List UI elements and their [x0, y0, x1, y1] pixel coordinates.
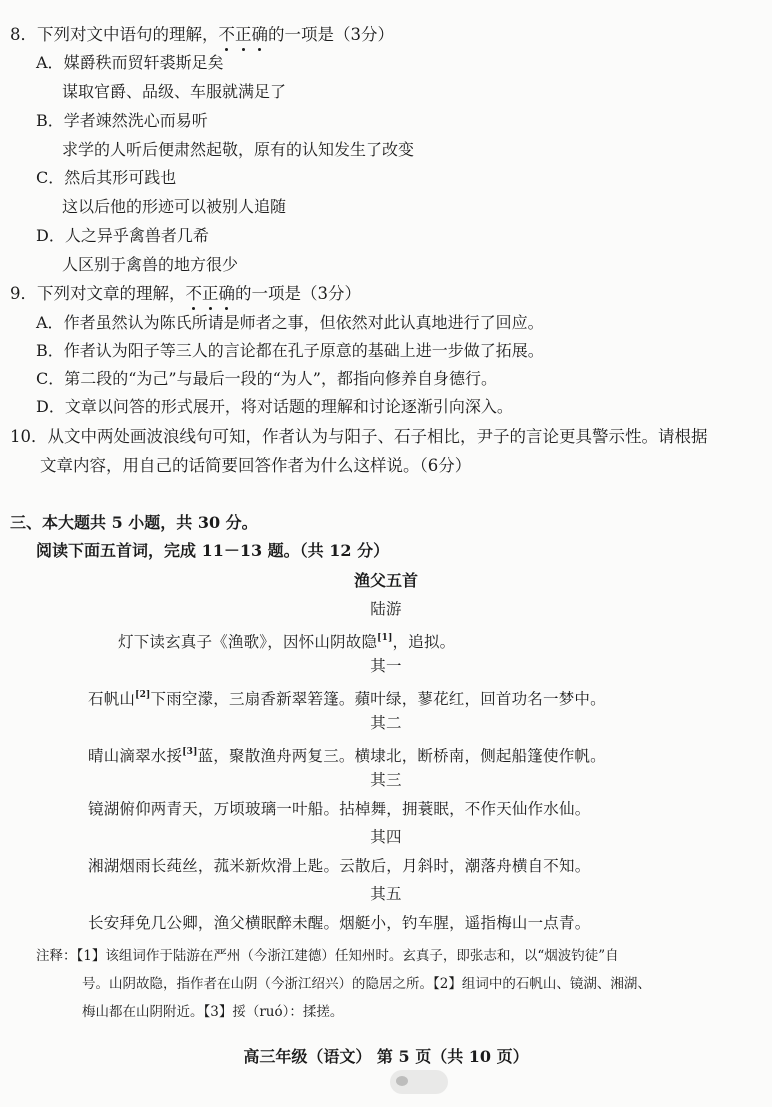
q10-stem-line1: 10．从文中两处画波浪线句可知，作者认为与阳子、石子相比，尹子的言论更具警示性。请根据 — [10, 427, 708, 446]
q9-option-c: C．第二段的“为己”与最后一段的“为人”，都指向修养自身德行。 — [36, 369, 497, 388]
q8-option-d-gloss: 人区别于禽兽的地方很少 — [62, 255, 239, 274]
section-heading: 三、本大题共 5 小题，共 30 分。 — [10, 513, 258, 532]
footnote-mark: [2] — [135, 690, 151, 700]
poem-title: 渔父五首 — [353, 571, 418, 590]
stanza-text: 石帆山[2]下雨空濛，三扇香新翠箬篷。蘋叶绿，蓼花红，回首功名一梦中。 — [88, 690, 606, 708]
emphasis-dot-char: 不 — [185, 284, 202, 303]
page-footer: 高三年级（语文） 第 5 页（共 10 页） — [243, 1047, 529, 1066]
stanza-heading: 其二 — [370, 714, 402, 732]
notes-line: 号。山阴故隐，指作者在山阴（今浙江绍兴）的隐居之所。【2】组词中的石帆山、镜湖、湘湖、 — [82, 976, 651, 992]
poem-preface: 灯下读玄真子《渔歌》，因怀山阴故隐[1]，追拟。 — [118, 633, 456, 651]
q8-stem: 8．下列对文中语句的理解，不正确的一项是（3分） — [10, 25, 394, 44]
emphasis-dot-char: 不 — [218, 25, 235, 44]
q10-stem-line2: 文章内容，用自己的话简要回答作者为什么这样说。（6分） — [40, 456, 472, 475]
emphasis-dot-char: 确 — [251, 25, 268, 44]
stanza-text: 长安拜免几公卿，渔父横眠醉未醒。烟艇小，钓车腥，遥指梅山一点青。 — [88, 914, 591, 932]
q8-option-b-gloss: 求学的人听后便肃然起敬，原有的认知发生了改变 — [62, 140, 415, 159]
q8-option-c: C．然后其形可践也 — [36, 168, 177, 187]
q9-stem: 9．下列对文章的理解，不正确的一项是（3分） — [10, 284, 361, 303]
stanza-heading: 其三 — [370, 771, 402, 789]
stanza-text: 镜湖俯仰两青天，万顷玻璃一叶船。拈棹舞，拥蓑眠，不作天仙作水仙。 — [88, 800, 591, 818]
q8-option-c-gloss: 这以后他的形迹可以被别人追随 — [62, 197, 287, 216]
q8-option-d: D．人之异乎禽兽者几希 — [36, 226, 209, 245]
stanza-heading: 其四 — [370, 828, 402, 846]
q8-option-a: A．媒爵秩而贸轩裘斯足矣 — [36, 53, 224, 72]
stanza-text: 晴山滴翠水挼[3]蓝，聚散渔舟两复三。横埭北，断桥南，侧起船篷使作帆。 — [88, 747, 606, 765]
emphasis-dot-char: 正 — [202, 284, 219, 303]
q8-option-a-gloss: 谋取官爵、品级、车服就满足了 — [62, 82, 287, 101]
stanza-text: 湘湖烟雨长莼丝，菰米新炊滑上匙。云散后，月斜时，潮落舟横自不知。 — [88, 857, 591, 875]
q9-option-d: D．文章以问答的形式展开，将对话题的理解和讨论逐渐引向深入。 — [36, 397, 513, 416]
poem-author: 陆游 — [370, 600, 402, 618]
emphasis-dot-char: 确 — [218, 284, 235, 303]
notes-line: 梅山都在山阴附近。【3】挼（ruó）：揉搓。 — [82, 1004, 344, 1020]
section-instruction: 阅读下面五首词，完成 11－13 题。（共 12 分） — [36, 541, 390, 560]
stanza-heading: 其五 — [370, 885, 402, 903]
q9-option-a: A．作者虽然认为陈氏所请是师者之事，但依然对此认真地进行了回应。 — [36, 313, 544, 332]
footnote-mark: [3] — [182, 747, 198, 757]
watermark — [390, 1070, 448, 1094]
q9-option-b: B．作者认为阳子等三人的言论都在孔子原意的基础上进一步做了拓展。 — [36, 341, 544, 360]
stanza-heading: 其一 — [370, 657, 402, 675]
footnote-mark: [1] — [377, 633, 393, 643]
emphasis-dot-char: 正 — [235, 25, 252, 44]
q8-option-b: B．学者竦然洗心而易听 — [36, 111, 208, 130]
notes-line: 注释：【1】该组词作于陆游在严州（今浙江建德）任知州时。玄真子，即张志和，以“烟波钓徒”自 — [36, 948, 619, 964]
